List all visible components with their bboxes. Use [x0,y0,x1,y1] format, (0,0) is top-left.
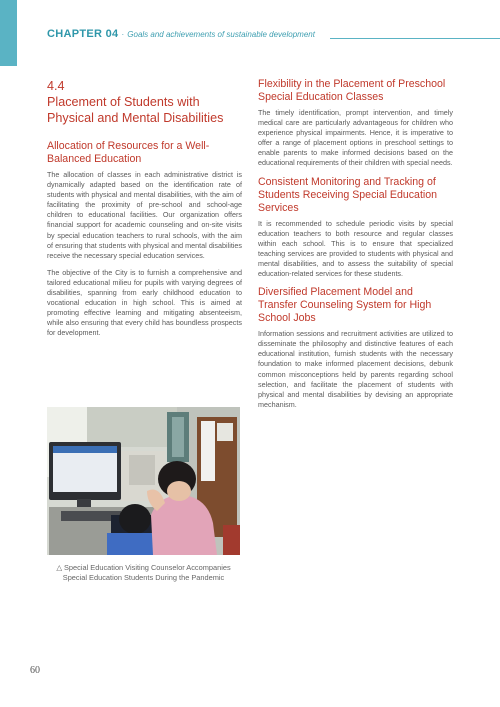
page-number: 60 [30,665,40,676]
subsection-title-monitoring: Consistent Monitoring and Tracking of Students Receiving Special Education Services [258,175,438,214]
paragraph-preschool: The timely identification, prompt intervention, and timely medical care are particularly advantageous for children who experience physical impairments. Hence, it is imperative to offer a range of placement options in preschool settings to enable parents to make informed decisions based on the educational requirements of their children with special needs. [258,108,453,168]
chapter-subtitle: Goals and achievements of sustainable development [127,30,315,39]
caption-text: Special Education Visiting Counselor Accompanies Special Education Students During the Pandemic [62,563,231,582]
subsection-title-allocation: Allocation of Resources for a Well-Balanced Education [47,140,210,165]
chapter-number: CHAPTER 04 [47,28,119,40]
paragraph-allocation-2: The objective of the City is to furnish a comprehensive and tailored educational milieu for pupils with varying degrees of disabilities, spanning from early childhood education to vocational education in high school. This is aimed at promoting effective learning and mitigating absenteeism, while also ensuring that every child has boundless prospects for development. [47,267,242,338]
left-column [47,78,242,346]
subsection-title-placement-model: Diversified Placement Model and Transfer Counseling System for High School Jobs [258,286,432,325]
paragraph-allocation-1: The allocation of classes in each administrative district is dynamically adapted based on the identification rate of students with physical and mental disabilities, with the aim of facilitating the proximity of pre-school and school-age children to educational facilities. Our organization offers financial support for academic counseling and on-site visits by special education teachers to rural schools, with the aim of ensuring that students with physical and mental disabilities receive the necessary special education services. [47,170,242,260]
subsection-title-preschool: Flexibility in the Placement of Preschool Special Education Classes [258,78,446,103]
header-separator: · [121,30,125,39]
photo-caption [47,563,240,583]
section-title: Placement of Students with Physical and Mental Disabilities [47,95,224,125]
counselor-photo [47,407,240,555]
paragraph-placement-model: Information sessions and recruitment activities are utilized to disseminate the philosophy and distinctive features of each educational institution, furnish students with the necessary foundation to make informed placement decisions, debunk common misconceptions held by parents regarding school selection, and facilitate the placement of students with physical and mental disabilities by devising an appropriate mechanism. [258,329,453,409]
paragraph-monitoring: It is recommended to schedule periodic visits by special education teachers to both resource and regular classes within each school. This is to ensure that specialized teaching services are provided to students with physical and mental disabilities, and to assess the suitability of special education-related services for these students. [258,218,453,279]
chapter-tab-marker [0,0,17,66]
right-column [258,78,453,417]
section-number: 4.4 [47,79,65,93]
section-heading [47,78,242,126]
header-rule [330,38,500,39]
triangle-icon: △ [56,563,62,572]
chapter-header [47,28,315,40]
